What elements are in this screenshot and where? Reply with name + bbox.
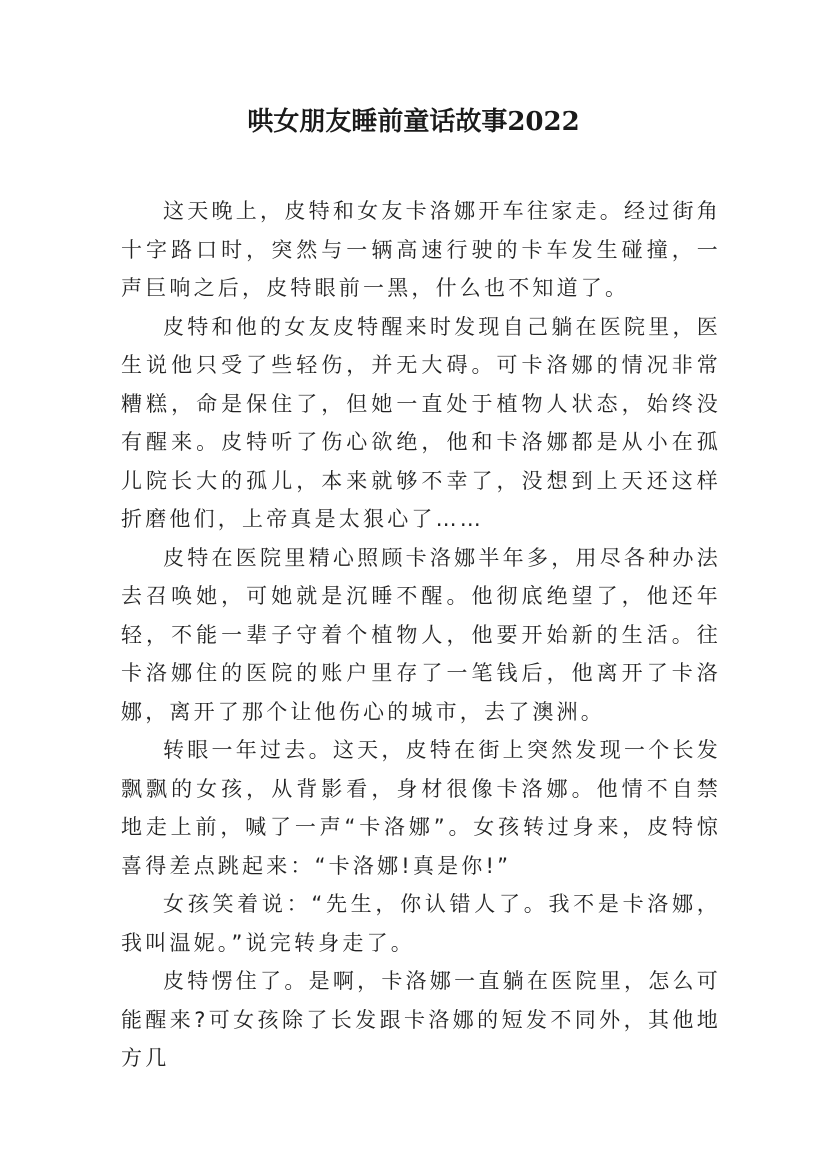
paragraph: 转眼一年过去。这天，皮特在街上突然发现一个长发飘飘的女孩，从背影看，身材很像卡洛娜。他情不自禁地走上前，喊了一声“卡洛娜”。女孩转过身来，皮特惊喜得差点跳起来：“卡洛娜!真是你!” <box>121 738 721 878</box>
paragraph: 皮特愣住了。是啊，卡洛娜一直躺在医院里，怎么可能醒来?可女孩除了长发跟卡洛娜的短发不同外，其他地方几 <box>121 969 721 1070</box>
paragraph: 皮特在医院里精心照顾卡洛娜半年多，用尽各种办法去召唤她，可她就是沉睡不醒。他彻底绝望了，他还年轻，不能一辈子守着个植物人，他要开始新的生活。往卡洛娜住的医院的账户里存了一笔钱后，他离开了卡洛娜，离开了那个让他伤心的城市，去了澳洲。 <box>121 545 721 724</box>
document-title: 哄女朋友睡前童话故事2022 <box>247 107 580 137</box>
document-body <box>121 192 721 1078</box>
paragraph: 女孩笑着说：“先生，你认错人了。我不是卡洛娜，我叫温妮。”说完转身走了。 <box>121 892 721 955</box>
paragraph: 这天晚上，皮特和女友卡洛娜开车往家走。经过街角十字路口时，突然与一辆高速行驶的卡车发生碰撞，一声巨响之后，皮特眼前一黑，什么也不知道了。 <box>121 199 721 300</box>
paragraph: 皮特和他的女友皮特醒来时发现自己躺在医院里，医生说他只受了些轻伤，并无大碍。可卡洛娜的情况非常糟糕，命是保住了，但她一直处于植物人状态，始终没有醒来。皮特听了伤心欲绝，他和卡洛娜都是从小在孤儿院长大的孤儿，本来就够不幸了，没想到上天还这样折磨他们，上帝真是太狠心了…… <box>121 314 721 531</box>
